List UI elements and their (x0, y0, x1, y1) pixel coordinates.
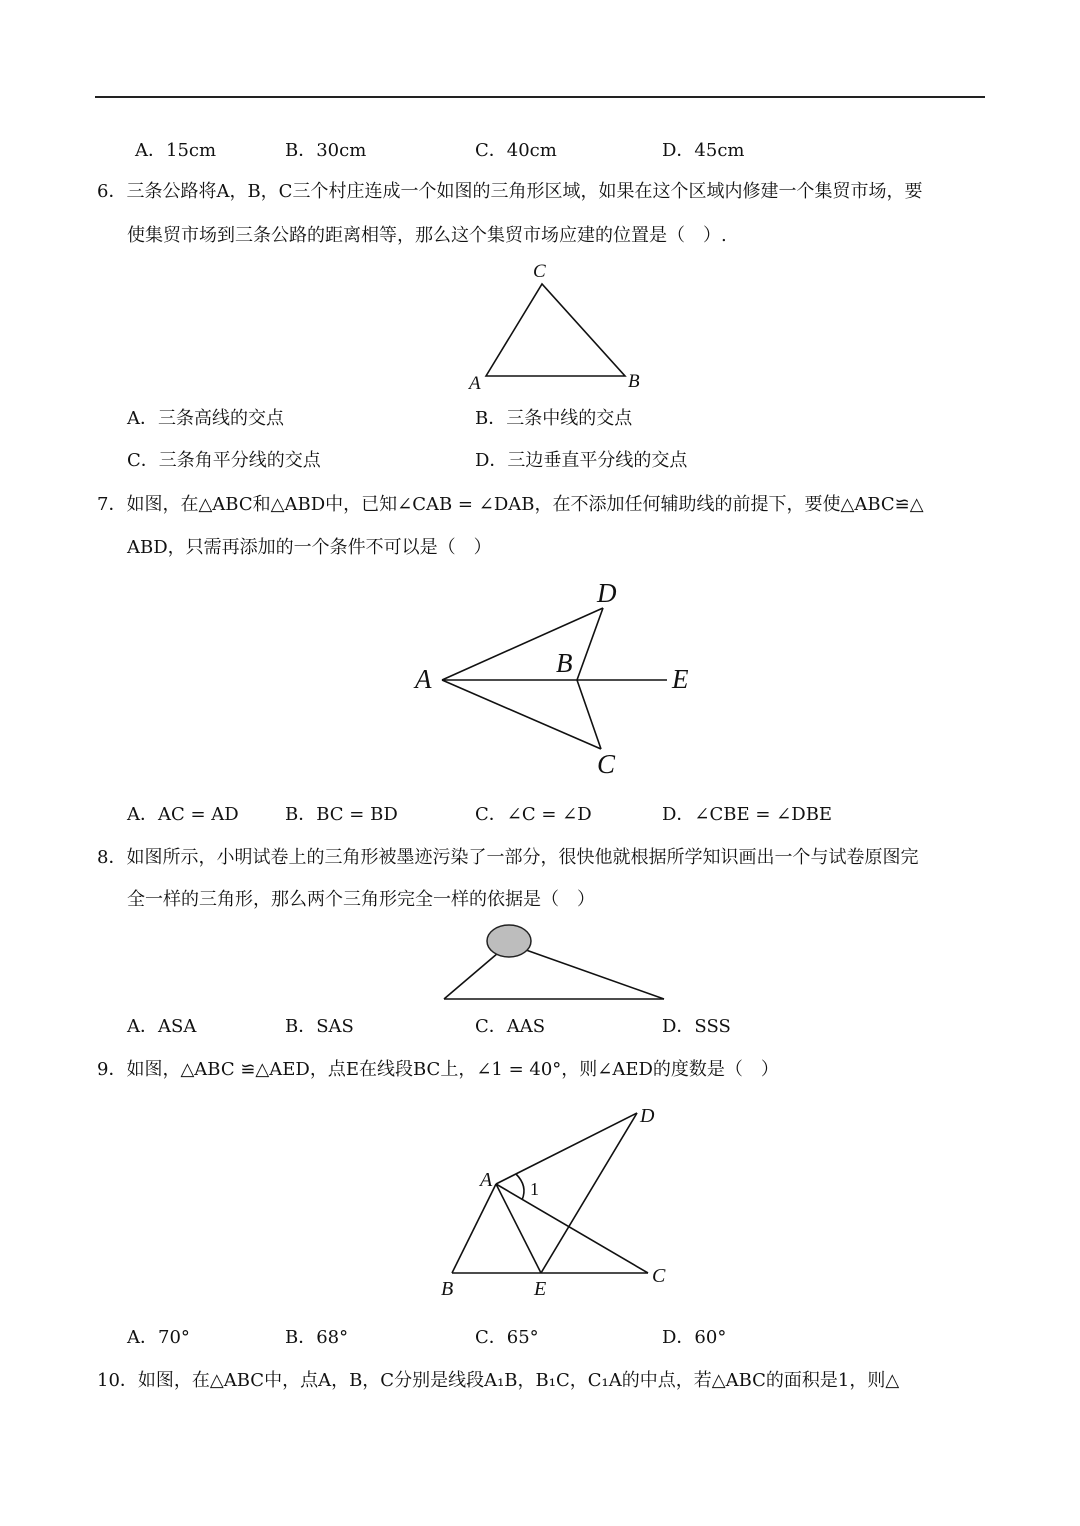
q6-triangle (486, 284, 625, 376)
q9-label-a: A (480, 1169, 493, 1191)
q8-ink-blot (487, 925, 531, 957)
q7-option-c: C．∠C = ∠D (475, 804, 592, 825)
q7-label-b: B (556, 648, 573, 678)
q9-option-b: B．68° (285, 1327, 349, 1348)
q9-label-d: D (640, 1105, 655, 1127)
q6-stem-line2: 使集贸市场到三条公路的距离相等，那么这个集贸市场应建的位置是（ ）. (127, 225, 727, 246)
q7-segment-bc (577, 680, 601, 749)
q8-option-d: D．SSS (662, 1016, 731, 1037)
q7-label-e: E (672, 664, 689, 694)
q5-option-b: B．30cm (285, 140, 367, 161)
q8-stem-line1: 8．如图所示，小明试卷上的三角形被墨迹污染了一部分，很快他就根据所学知识画出一个与试卷原图完 (97, 847, 919, 868)
q8-figure (444, 950, 664, 999)
q7-option-d: D．∠CBE = ∠DBE (662, 804, 833, 825)
q7-option-a: A．AC = AD (127, 804, 239, 825)
q8-right-side (526, 950, 664, 999)
q6-option-b: B．三条中线的交点 (475, 408, 633, 429)
q9-label-c: C (652, 1265, 666, 1287)
q6-label-c: C (533, 261, 546, 282)
q9-option-a: A．70° (127, 1327, 190, 1348)
q9-option-d: D．60° (662, 1327, 727, 1348)
q5-option-c: C．40cm (475, 140, 557, 161)
q9-label-b: B (441, 1278, 454, 1300)
q7-label-c: C (597, 749, 616, 779)
q9-label-angle-1: 1 (530, 1179, 539, 1199)
q9-segment-ab (452, 1184, 496, 1273)
q6-option-a: A．三条高线的交点 (127, 408, 284, 429)
q6-option-d: D．三边垂直平分线的交点 (475, 450, 688, 471)
q9-label-e: E (534, 1278, 547, 1300)
q6-label-b: B (628, 371, 640, 392)
q7-segment-ac (442, 680, 601, 749)
q7-stem-line1: 7．如图，在△ABC和△ABD中，已知∠CAB = ∠DAB，在不添加任何辅助线的前提下，要使△ABC≌△ (97, 494, 924, 515)
q8-stem-line2: 全一样的三角形，那么两个三角形完全一样的依据是（ ） (127, 889, 595, 910)
q9-figure (452, 1113, 648, 1273)
q7-segment-ad (442, 608, 603, 680)
q8-left-side (444, 953, 498, 999)
q6-stem-line1: 6．三条公路将A，B，C三个村庄连成一个如图的三角形区域，如果在这个区域内修建一个集贸市场，要 (97, 181, 923, 202)
q7-option-b: B．BC = BD (285, 804, 398, 825)
q6-label-a: A (469, 373, 481, 394)
q10-stem-line1: 10．如图，在△ABC中，点A，B，C分别是线段A₁B，B₁C，C₁A的中点，若△ABC的面积是1，则△ (97, 1370, 900, 1391)
q8-option-c: C．AAS (475, 1016, 546, 1037)
q6-option-c: C．三条角平分线的交点 (127, 450, 321, 471)
q7-label-a: A (415, 664, 432, 694)
q8-option-b: B．SAS (285, 1016, 354, 1037)
q6-triangle-figure (486, 284, 625, 376)
q7-segment-db (577, 608, 603, 680)
q7-stem-line2: ABD，只需再添加的一个条件不可以是（ ） (127, 537, 492, 558)
q7-figure (442, 608, 667, 749)
q5-option-a: A．15cm (135, 140, 217, 161)
q9-stem-line1: 9．如图，△ABC ≌△AED，点E在线段BC上，∠1 = 40°，则∠AED的度数是（ ） (97, 1059, 779, 1080)
q8-option-a: A．ASA (127, 1016, 197, 1037)
q9-option-c: C．65° (475, 1327, 539, 1348)
q5-option-d: D．45cm (662, 140, 745, 161)
q7-label-d: D (597, 578, 617, 608)
